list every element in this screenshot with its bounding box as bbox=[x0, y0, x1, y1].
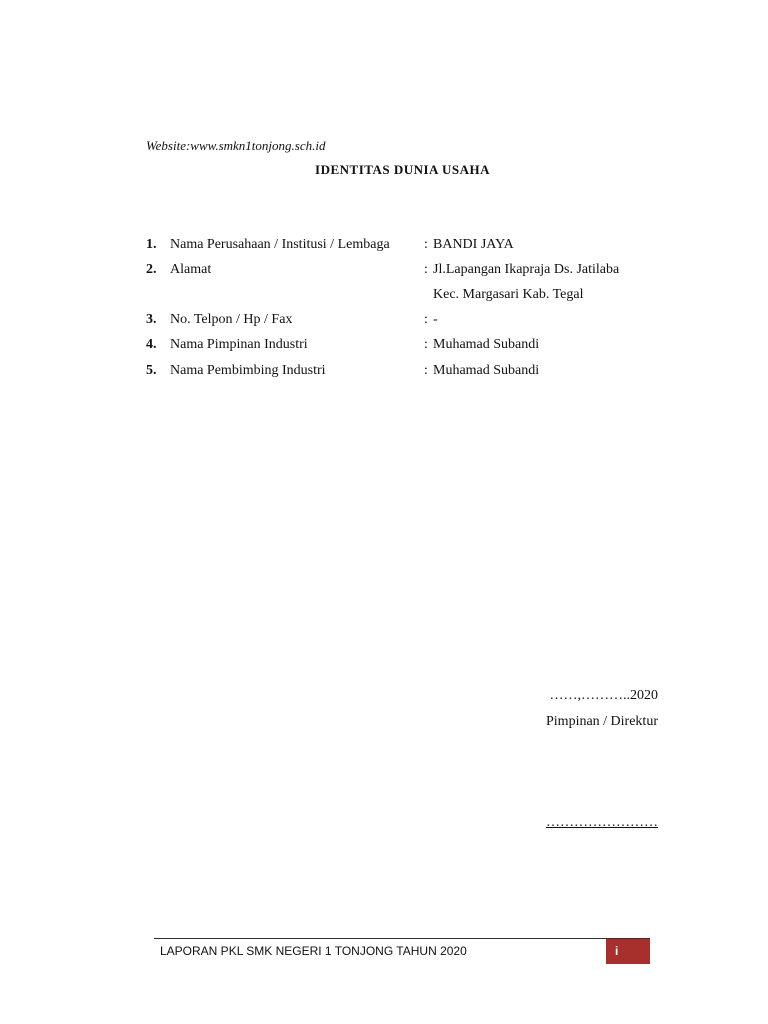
item-colon: : bbox=[424, 237, 428, 252]
page-number: i bbox=[615, 944, 619, 958]
item-colon: : bbox=[424, 337, 428, 352]
item-value: Jl.Lapangan Ikapraja Ds. Jatilaba bbox=[433, 262, 620, 277]
item-number: 5. bbox=[146, 363, 157, 378]
signature-date: ……,………..2020 bbox=[549, 688, 658, 703]
item-label: Nama Pembimbing Industri bbox=[170, 363, 326, 378]
item-label: Alamat bbox=[170, 262, 212, 277]
item-colon: : bbox=[424, 312, 428, 327]
item-number: 3. bbox=[146, 312, 157, 327]
item-value: Muhamad Subandi bbox=[433, 337, 540, 352]
page-number-badge bbox=[606, 939, 650, 964]
document-title: IDENTITAS DUNIA USAHA bbox=[315, 162, 490, 177]
item-label: Nama Pimpinan Industri bbox=[170, 337, 308, 352]
item-number: 1. bbox=[146, 237, 157, 252]
item-colon: : bbox=[424, 363, 428, 378]
item-value: BANDI JAYA bbox=[433, 237, 514, 252]
item-colon: : bbox=[424, 262, 428, 277]
signature-blank: …………………… bbox=[546, 815, 658, 830]
item-number: 4. bbox=[146, 337, 157, 352]
item-label: Nama Perusahaan / Institusi / Lembaga bbox=[170, 237, 390, 252]
address-continuation: Kec. Margasari Kab. Tegal bbox=[433, 287, 584, 302]
item-number: 2. bbox=[146, 262, 157, 277]
item-value: Muhamad Subandi bbox=[433, 363, 540, 378]
website-line: Website:www.smkn1tonjong.sch.id bbox=[146, 138, 326, 153]
signature-role: Pimpinan / Direktur bbox=[546, 714, 658, 729]
item-value: - bbox=[433, 312, 438, 327]
footer-text: LAPORAN PKL SMK NEGERI 1 TONJONG TAHUN 2020 bbox=[160, 944, 467, 958]
footer-rule bbox=[154, 938, 650, 939]
item-label: No. Telpon / Hp / Fax bbox=[170, 312, 293, 327]
